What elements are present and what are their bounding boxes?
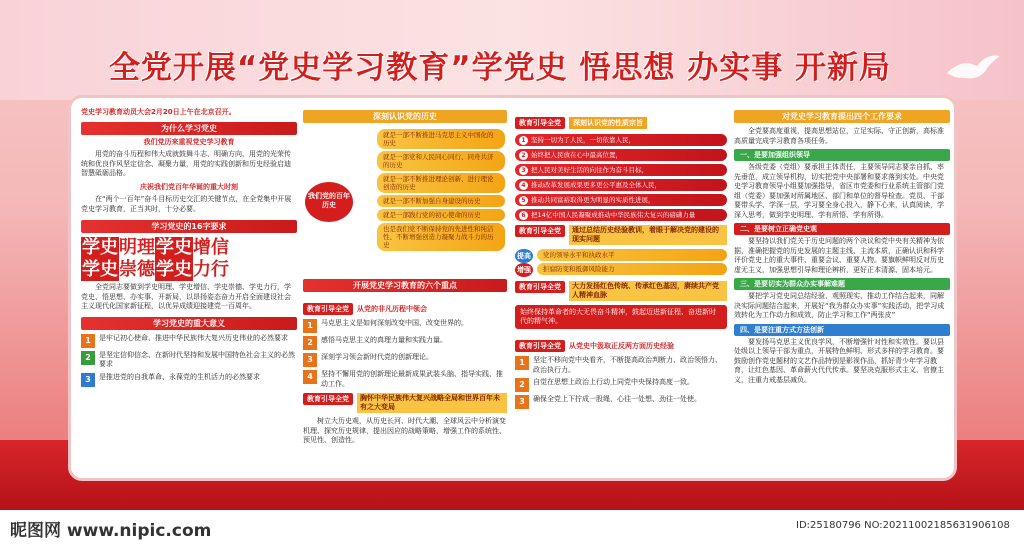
meaning-list	[81, 334, 297, 387]
guide-row: 教育引导全党 从党的非凡历程中领会	[303, 296, 507, 315]
dove-icon	[942, 48, 1002, 88]
meaning-title: 学习党史的重大意义	[81, 317, 297, 330]
column-2	[303, 98, 507, 478]
section-title: 四、是要注重方式方法创新	[734, 324, 950, 336]
section-body: 要把学习党史同总结经验、观照现实、推动工作结合起来，同解决实际问题结合起来，开展好“我为群众办实事”实践活动，把学习成效转化为工作动力和成效，防止学习和工作“两张皮”	[734, 292, 945, 319]
list-item: 4 坚持不懈用党的创新理论最新成果武装头脑、指导实践、推动工作。	[303, 370, 507, 389]
list-item: 5 推动共同富裕取得更为明显的实质性进展，	[515, 194, 727, 206]
list-item: 就是一部践行党的初心使命的历史	[377, 209, 505, 221]
list-item: 2 感悟马克思主义的真理力量和实践力量。	[303, 336, 507, 350]
requirement-body: 全党同志要做到学史明理、学史增信、学史崇德、学史力行，学党史、悟思想、办实事、开新局，以昂扬姿态奋力开启全面建设社会主义现代化国家新征程，以优异成绩迎接建党一百周年。	[81, 283, 291, 310]
guide3-row: 教育引导全党 大力发扬红色传统、传承红色基因，赓续共产党人精神血脉	[515, 281, 727, 301]
why-subtitle: 我们党历来重视党史学习教育	[143, 137, 235, 146]
requirements-intro: 全党要高度重视，提高思想站位，立足实际、守正创新，高标准高质量完成学习教育各项任务。	[734, 127, 944, 145]
section-body: 要坚持以我们党关于历史问题的两个决议和党中央有关精神为依据，准确把握党的历史发展的主题主线、主流本质，正确认识和科学评价党史上的重大事件、重要会议、重要人物。要旗帜鲜明反对历史虚无主义，加强思想引导和理论辨析，更好正本清源、固本培元。	[734, 237, 944, 274]
section-title: 一、是要加强组织领导	[734, 149, 950, 161]
list-item: 就是一部不断加强自身建设的历史	[377, 195, 505, 207]
spirit-box: 始终保持革命者的大无畏奋斗精神，鼓起迈进新征程、奋进新时代的精气神。	[515, 305, 727, 329]
history-center: 我们党的百年历史	[305, 182, 353, 222]
list-item: 4 推动改革发展成果更多更公平惠及全体人民，	[515, 179, 727, 191]
celebrate-body: 在“两个一百年”奋斗目标历史交汇的关键节点，在全党集中开展党史学习教育，正当其时，十分必要。	[81, 195, 292, 213]
requirements-title: 对党史学习教育提出四个工作要求	[734, 110, 950, 123]
purpose-list	[515, 134, 727, 221]
list-item: 3 确保全党上下拧成一股绳，心往一处想、劲往一处使。	[515, 395, 727, 409]
raise-row-2: 增强 拒腐防变和抵御风险能力	[515, 263, 727, 277]
section-title: 三、是要切实为群众办实事解难题	[734, 278, 950, 290]
list-item: 就是一部党和人民同心同行、同舟共济的历史	[377, 151, 505, 171]
list-item: 3 把人民对美好生活的向往作为奋斗目标，	[515, 164, 727, 176]
six-list	[303, 319, 507, 389]
celebrate-title: 庆祝我们党百年华诞的重大时刻	[140, 182, 238, 191]
why-title: 为什么学习党史	[81, 122, 297, 135]
list-item: 也是我们党不断保持党的先进性和纯洁性、不断增强创造力凝聚力战斗力的历史	[377, 223, 505, 251]
section-body: 要发扬马克思主义优良学风，不断增强针对性和实效性。要以县处级以上领导干部为重点，开展特色鲜明、形式多样的学习教育。要鼓励创作党史题材的文艺作品特别是影视作品，抓好青少年学习教育，让红色基因、革命薪火代代传承。要坚决克服形式主义、官僚主义，注重力戒基层减负。	[734, 337, 944, 384]
history-items	[377, 129, 505, 253]
guide4-row: 教育引导全党 从党史中汲取正反两方面历史经验	[515, 333, 727, 352]
list-item: 3 深刻学习领会新时代党的创新理论。	[303, 353, 507, 367]
column-3	[515, 98, 727, 478]
content-board	[68, 95, 957, 481]
raise-row-1: 提高 党的领导水平和执政水平	[515, 249, 727, 263]
list-item: 2 是坚定信仰信念、在新时代坚持和发展中国特色社会主义的必然要求	[81, 351, 297, 370]
column-1	[81, 98, 297, 478]
bottom-body: 树立大历史观，从历史长河、时代大潮、全球风云中分析演变机理、探究历史规律，提出因应的战略策略，增强工作的系统性、预见性、创造性。	[303, 417, 506, 444]
watermark-id: ID:25180796 NO:20211002185631906108	[796, 520, 1010, 531]
list-item: 就是一部不断推进马克思主义中国化的历史	[377, 129, 505, 149]
list-item: 6 把14亿中国人民凝聚成推动中华民族伟大复兴的磅礴力量	[515, 209, 727, 221]
guide2-row: 教育引导全党 胸怀中华民族伟大复兴战略全局和世界百年未有之大变局	[303, 393, 507, 413]
requirement-title: 学习党史的16字要求	[81, 220, 297, 233]
lesson-list	[515, 356, 727, 409]
list-item: 1 是牢记初心使命、推进中华民族伟大复兴历史伟业的必然要求	[81, 334, 297, 348]
six-title: 开展党史学习教育的六个重点	[303, 279, 507, 292]
section-body: 各级党委（党组）要承担主体责任，主要领导同志要亲自抓、率先垂范，成立领导机构，切实把党中央部署和要求落到实处。中央党史学习教育领导小组要加强指导，省区市党委和行业系统主管部门党组（党委）要加强对所属地区、部门和单位的督导检查。党员、干部要带头学、学深一层，学习要全身心投入，静下心来，认真阅读，学深入思考，做到学史明理、学有所悟、学有所得。	[734, 163, 944, 219]
guide2-row: 教育引导全党 通过总结历史经验教训，着眼于解决党的建设的现实问题	[515, 225, 727, 245]
intro-text: 党史学习教育动员大会2月20日上午在北京召开。	[81, 108, 236, 116]
list-item: 1 坚定不移向党中央看齐，不断提高政治判断力、政治领悟力、政治执行力。	[515, 356, 727, 375]
requirement-line-2: 学史崇德学史力行	[82, 259, 229, 280]
list-item: 3 是推进党的自我革命、永葆党的生机活力的必然要求	[81, 373, 297, 387]
page-title: 全党开展“党史学习教育”学党史 悟思想 办实事 开新局	[108, 50, 892, 86]
guide-row: 教育引导全党 深刻认识党的性质宗旨	[515, 110, 727, 129]
section-title: 二、是要树立正确党史观	[734, 223, 950, 235]
list-item: 1 坚持一切为了人民，一切依靠人民，	[515, 134, 727, 146]
why-body: 用党的奋斗历程和伟大成就鼓舞斗志、明确方向，用党的光荣传统和优良作风坚定信念、凝聚力量，用党的实践创新和历史经验启迪智慧砥砺品格。	[81, 150, 291, 177]
list-item: 就是一部不断推进理论创新、进行理论创造的历史	[377, 173, 505, 193]
history-diagram	[303, 127, 507, 277]
list-item: 2 始终把人民放在心中最高位置，	[515, 149, 727, 161]
requirement-line-1: 学史明理学史增信	[82, 237, 229, 258]
history-title: 深刻认识党的历史	[303, 110, 507, 123]
list-item: 1 马克思主义是如何深刻改变中国、改变世界的。	[303, 319, 507, 333]
list-item: 2 自觉在思想上政治上行动上同党中央保持高度一致。	[515, 378, 727, 392]
column-4	[734, 98, 950, 478]
watermark-logo: 昵图网 www.nipic.com	[10, 521, 212, 541]
